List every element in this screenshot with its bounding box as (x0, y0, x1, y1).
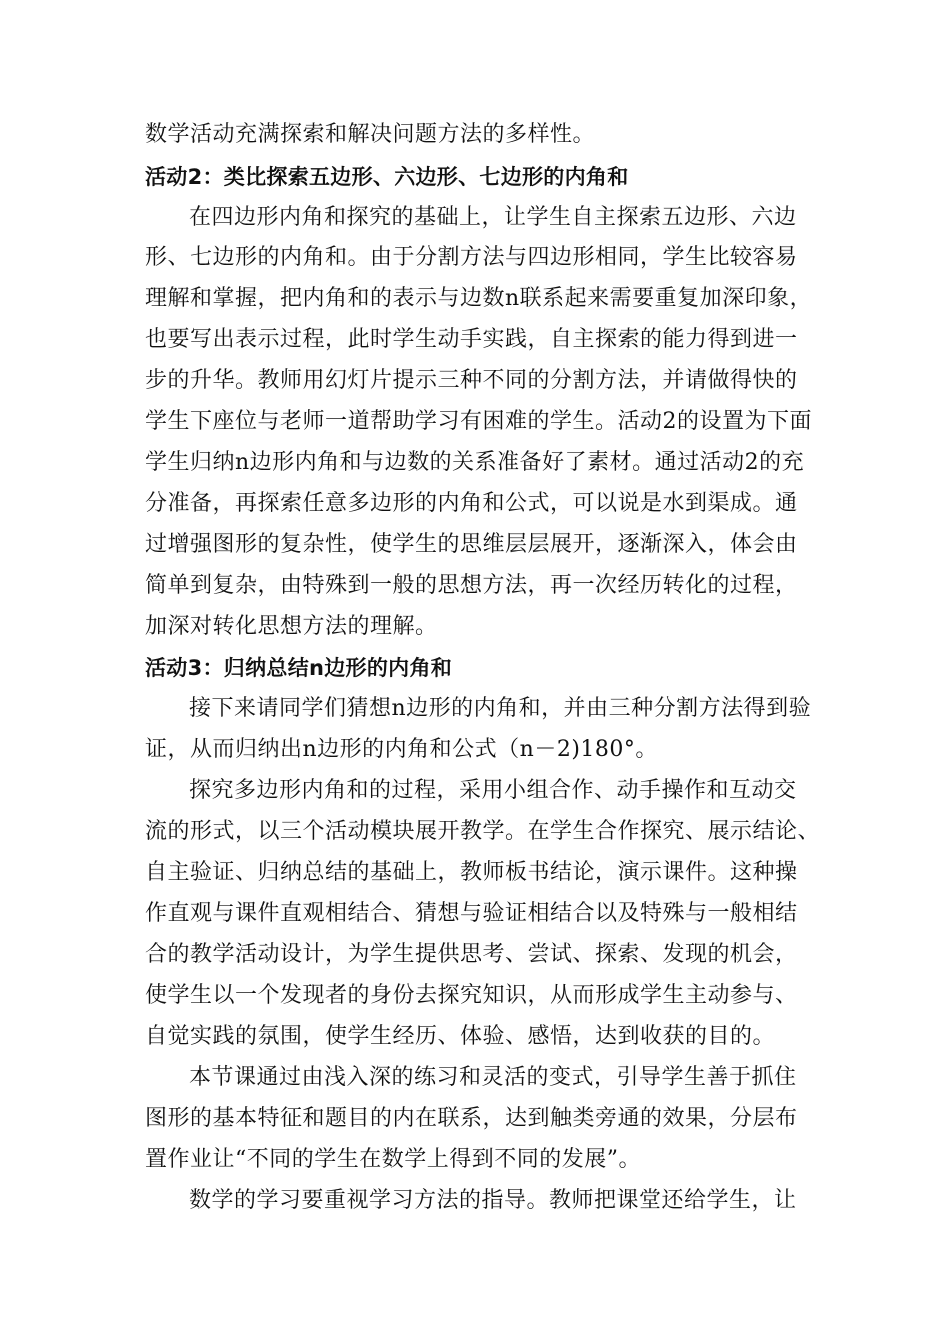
paragraph-line: 探究多边形内角和的过程，采用小组合作、动手操作和互动交 (189, 778, 797, 803)
paragraph-line: 使学生以一个发现者的身份去探究知识，从而形成学生主动参与、 (145, 983, 798, 1008)
paragraph-line: 学生下座位与老师一道帮助学习有困难的学生。活动2的设置为下面 (145, 409, 812, 434)
paragraph-line: 本节课通过由浅入深的练习和灵活的变式，引导学生善于抓住 (189, 1065, 797, 1090)
paragraph-line: 合的教学活动设计，为学生提供思考、尝试、探索、发现的机会， (145, 942, 798, 967)
paragraph-line: 数学的学习要重视学习方法的指导。教师把课堂还给学生，让 (189, 1188, 797, 1213)
section-heading-activity-2: 活动2：类比探索五边形、六边形、七边形的内角和 (145, 165, 629, 189)
paragraph-line: 理解和掌握，把内角和的表示与边数n联系起来需要重复加深印象， (145, 286, 813, 311)
paragraph-line: 学生归纳n边形内角和与边数的关系准备好了素材。通过活动2的充 (145, 450, 805, 475)
paragraph-line: 图形的基本特征和题目的内在联系，达到触类旁通的效果，分层布 (145, 1106, 798, 1131)
paragraph-line: 接下来请同学们猜想n边形的内角和，并由三种分割方法得到验 (189, 696, 812, 721)
paragraph-line: 也要写出表示过程，此时学生动手实践，自主探索的能力得到进一 (145, 327, 798, 352)
paragraph-line: 形、七边形的内角和。由于分割方法与四边形相同，学生比较容易 (145, 245, 798, 270)
paragraph-line: 流的形式，以三个活动模块展开教学。在学生合作探究、展示结论、 (145, 819, 821, 844)
paragraph-line: 自觉实践的氛围，使学生经历、体验、感悟，达到收获的目的。 (145, 1024, 776, 1049)
paragraph-line: 在四边形内角和探究的基础上，让学生自主探索五边形、六边 (189, 205, 797, 230)
paragraph-line: 作直观与课件直观相结合、猜想与验证相结合以及特殊与一般相结 (145, 901, 798, 926)
paragraph-line: 分准备，再探索任意多边形的内角和公式，可以说是水到渠成。通 (145, 491, 798, 516)
paragraph-line: 自主验证、归纳总结的基础上，教师板书结论，演示课件。这种操 (145, 860, 798, 885)
section-heading-activity-3: 活动3：归纳总结n边形的内角和 (145, 656, 453, 680)
paragraph-line: 置作业让“不同的学生在数学上得到不同的发展”。 (145, 1147, 641, 1172)
paragraph-line: 证，从而归纳出n边形的内角和公式（n－2)180°。 (145, 737, 658, 762)
paragraph-line: 过增强图形的复杂性，使学生的思维层层展开，逐渐深入，体会由 (145, 532, 798, 557)
paragraph-line: 数学活动充满探索和解决问题方法的多样性。 (145, 122, 596, 147)
paragraph-line: 加深对转化思想方法的理解。 (145, 614, 438, 639)
paragraph-line: 简单到复杂，由特殊到一般的思想方法，再一次经历转化的过程， (145, 573, 798, 598)
paragraph-line: 步的升华。教师用幻灯片提示三种不同的分割方法，并请做得快的 (145, 368, 798, 393)
